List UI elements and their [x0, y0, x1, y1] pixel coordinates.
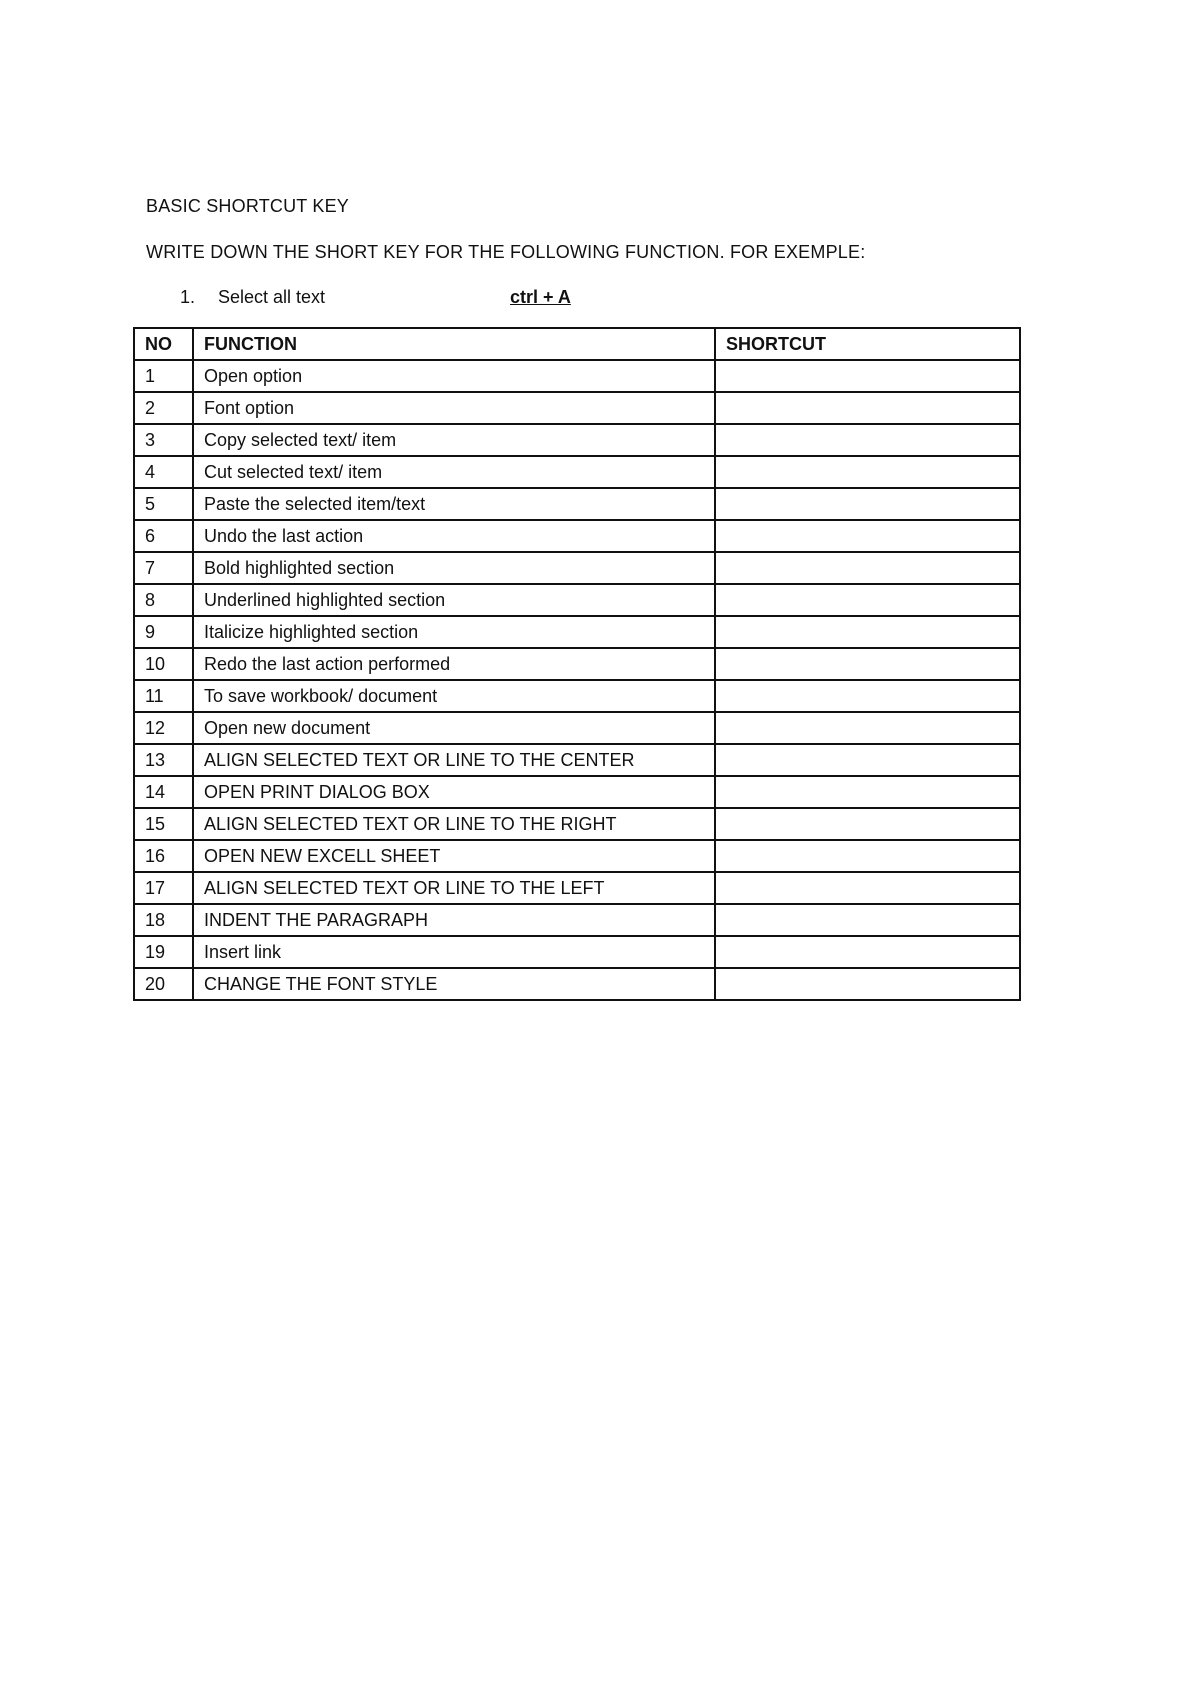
header-shortcut: SHORTCUT [715, 328, 1020, 360]
function-cell: Paste the selected item/text [193, 488, 715, 520]
shortcut-answer-cell[interactable] [715, 488, 1020, 520]
table-row [134, 648, 1020, 680]
row-number-cell: 2 [134, 392, 193, 424]
function-cell: Underlined highlighted section [193, 584, 715, 616]
table-row [134, 968, 1020, 1000]
table-row [134, 552, 1020, 584]
shortcut-answer-cell[interactable] [715, 904, 1020, 936]
row-number-cell: 12 [134, 712, 193, 744]
shortcut-answer-cell[interactable] [715, 392, 1020, 424]
shortcut-answer-cell[interactable] [715, 808, 1020, 840]
row-number-cell: 17 [134, 872, 193, 904]
shortcut-answer-cell[interactable] [715, 872, 1020, 904]
function-cell: Undo the last action [193, 520, 715, 552]
table-row [134, 456, 1020, 488]
shortcut-table [133, 327, 1021, 1001]
row-number-cell: 20 [134, 968, 193, 1000]
example-text: Select all text [218, 287, 326, 307]
function-cell: INDENT THE PARAGRAPH [193, 904, 715, 936]
row-number-cell: 14 [134, 776, 193, 808]
function-cell: ALIGN SELECTED TEXT OR LINE TO THE RIGHT [193, 808, 715, 840]
table-row [134, 936, 1020, 968]
table-header-row [134, 328, 1020, 360]
row-number-cell: 19 [134, 936, 193, 968]
example-shortcut: ctrl + A [510, 287, 571, 307]
table-body [134, 360, 1020, 1000]
function-cell: Open new document [193, 712, 715, 744]
shortcut-answer-cell[interactable] [715, 680, 1020, 712]
function-cell: Copy selected text/ item [193, 424, 715, 456]
table-row [134, 904, 1020, 936]
function-cell: ALIGN SELECTED TEXT OR LINE TO THE CENTER [193, 744, 715, 776]
shortcut-answer-cell[interactable] [715, 584, 1020, 616]
table-row [134, 776, 1020, 808]
row-number-cell: 7 [134, 552, 193, 584]
row-number-cell: 9 [134, 616, 193, 648]
document-title: BASIC SHORTCUT KEY [146, 196, 349, 216]
row-number-cell: 18 [134, 904, 193, 936]
function-cell: Font option [193, 392, 715, 424]
function-cell: OPEN PRINT DIALOG BOX [193, 776, 715, 808]
function-cell: Cut selected text/ item [193, 456, 715, 488]
function-cell: To save workbook/ document [193, 680, 715, 712]
table-row [134, 584, 1020, 616]
shortcut-answer-cell[interactable] [715, 744, 1020, 776]
shortcut-answer-cell[interactable] [715, 456, 1020, 488]
row-number-cell: 1 [134, 360, 193, 392]
function-cell: Open option [193, 360, 715, 392]
function-cell: OPEN NEW EXCELL SHEET [193, 840, 715, 872]
function-cell: Italicize highlighted section [193, 616, 715, 648]
instruction-text: WRITE DOWN THE SHORT KEY FOR THE FOLLOWING FUNCTION. FOR EXEMPLE: [146, 242, 866, 262]
shortcut-answer-cell[interactable] [715, 936, 1020, 968]
row-number-cell: 5 [134, 488, 193, 520]
row-number-cell: 13 [134, 744, 193, 776]
function-cell: Insert link [193, 936, 715, 968]
example-number: 1. [180, 287, 196, 307]
table-row [134, 712, 1020, 744]
function-cell: CHANGE THE FONT STYLE [193, 968, 715, 1000]
table-row [134, 488, 1020, 520]
shortcut-answer-cell[interactable] [715, 648, 1020, 680]
table-row [134, 872, 1020, 904]
header-no: NO [134, 328, 193, 360]
table-row [134, 360, 1020, 392]
row-number-cell: 8 [134, 584, 193, 616]
row-number-cell: 3 [134, 424, 193, 456]
row-number-cell: 6 [134, 520, 193, 552]
shortcut-answer-cell[interactable] [715, 616, 1020, 648]
shortcut-answer-cell[interactable] [715, 712, 1020, 744]
function-cell: ALIGN SELECTED TEXT OR LINE TO THE LEFT [193, 872, 715, 904]
table-row [134, 392, 1020, 424]
row-number-cell: 16 [134, 840, 193, 872]
row-number-cell: 11 [134, 680, 193, 712]
table-row [134, 424, 1020, 456]
function-cell: Redo the last action performed [193, 648, 715, 680]
shortcut-answer-cell[interactable] [715, 552, 1020, 584]
shortcut-answer-cell[interactable] [715, 520, 1020, 552]
shortcut-answer-cell[interactable] [715, 424, 1020, 456]
table-row [134, 680, 1020, 712]
table-row [134, 840, 1020, 872]
shortcut-answer-cell[interactable] [715, 968, 1020, 1000]
function-cell: Bold highlighted section [193, 552, 715, 584]
table-row [134, 808, 1020, 840]
table-row [134, 520, 1020, 552]
row-number-cell: 10 [134, 648, 193, 680]
table-row [134, 744, 1020, 776]
header-function: FUNCTION [193, 328, 715, 360]
row-number-cell: 15 [134, 808, 193, 840]
shortcut-answer-cell[interactable] [715, 840, 1020, 872]
shortcut-answer-cell[interactable] [715, 776, 1020, 808]
shortcut-answer-cell[interactable] [715, 360, 1020, 392]
table-row [134, 616, 1020, 648]
row-number-cell: 4 [134, 456, 193, 488]
